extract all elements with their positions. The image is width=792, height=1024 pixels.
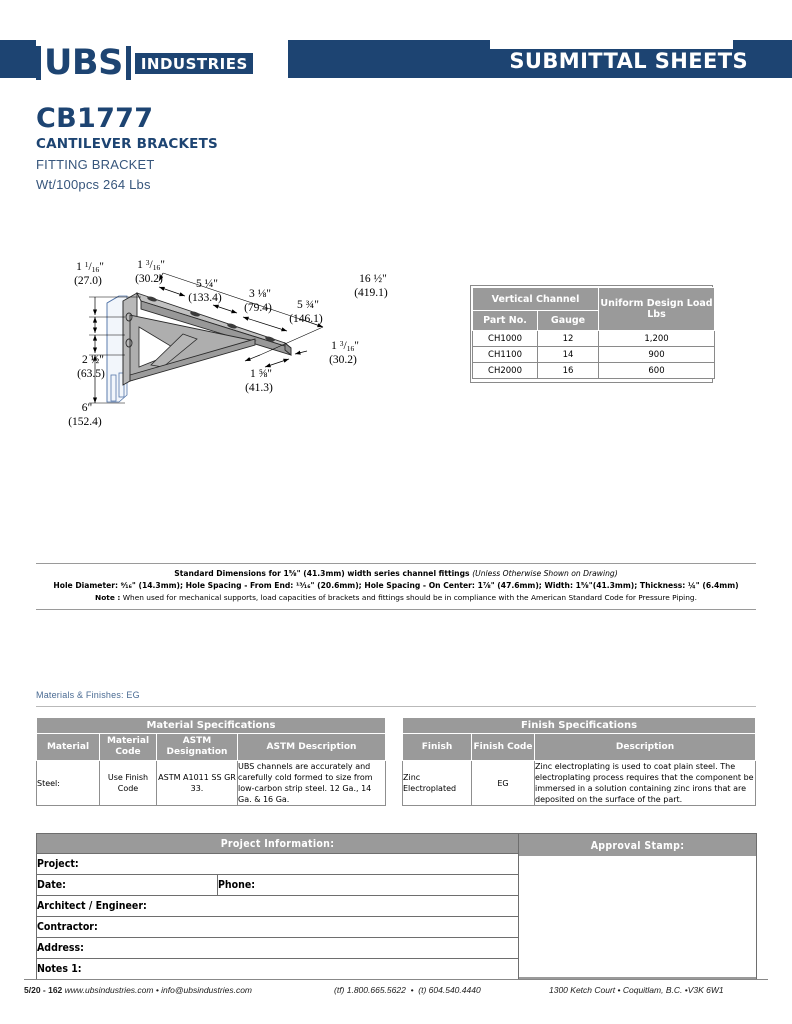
dim-2-1-2-mm: (63.5) — [77, 368, 105, 380]
dim-1-3-16-top-mm: (30.2) — [135, 273, 163, 285]
part-number: CB1777 — [36, 103, 154, 134]
dim-5-3-4-inch: 5 ¾" — [297, 299, 319, 311]
part-weight: Wt/100pcs 264 Lbs — [36, 177, 151, 192]
finish-spec-col-finish: Finish — [403, 734, 472, 761]
approval-stamp-header — [519, 834, 757, 980]
finish-specifications-table — [402, 717, 756, 806]
dim-1-1-16-mm: (27.0) — [74, 275, 102, 287]
table-row — [473, 331, 715, 347]
project-information-section — [36, 833, 757, 980]
material-spec-col-astm-designation: ASTM Designation — [157, 734, 238, 761]
dim-16-1-2-mm: (419.1) — [354, 287, 388, 299]
material-row-0-material: Steel: — [37, 761, 100, 806]
field-notes-label[interactable]: Notes 1: — [37, 959, 519, 980]
dim-1-3-16-right-inch: 1 $^3$/16" — [331, 339, 359, 353]
material-spec-title: Material Specifications — [37, 718, 386, 734]
dim-6-mm: (152.4) — [68, 416, 102, 428]
field-date-label[interactable]: Date: — [37, 875, 218, 896]
logo-industries-label: INDUSTRIES — [135, 53, 253, 74]
table-row — [403, 761, 756, 806]
finish-spec-col-description: Description — [535, 734, 756, 761]
finish-row-0-description: Zinc electroplating is used to coat plain steel. The electroplating process requires that the component be immersed in a solution containing zinc irons that are deposited on the surface of the part. — [535, 762, 754, 804]
footer-divider — [24, 979, 768, 980]
note-line-1 — [40, 568, 752, 580]
footer-phone-tollfree: (tf) 1.800.665.5622 — [334, 985, 406, 995]
field-phone-label[interactable]: Phone: — [218, 875, 519, 896]
load-row-2-part-no: CH2000 — [473, 363, 538, 379]
note-line-3-label: Note : — [95, 593, 121, 602]
load-table-col-gauge: Gauge — [538, 311, 599, 331]
uniform-design-load-table — [472, 287, 715, 379]
note-line-3 — [40, 592, 752, 604]
logo-text: UBS — [44, 43, 123, 83]
load-row-0-load: 1,200 — [599, 331, 715, 347]
materials-finishes-divider — [36, 706, 756, 707]
load-table-group-vertical-channel: Vertical Channel — [473, 288, 599, 311]
standard-dimensions-note-block — [36, 563, 756, 610]
load-row-0-gauge: 12 — [538, 331, 599, 347]
footer-left: 5/20 - 162 www.ubsindustries.com • info@ubsindustries.com — [24, 985, 253, 995]
table-row — [473, 363, 715, 379]
page-title: SUBMITTAL SHEETS — [509, 49, 748, 73]
material-spec-col-material-code: Material Code — [100, 734, 157, 761]
field-project-label[interactable]: Project: — [37, 854, 519, 875]
materials-finishes-label: Materials & Finishes: EG — [36, 690, 140, 700]
finish-row-0-finish: Zinc Electroplated — [403, 761, 472, 806]
table-row — [473, 347, 715, 363]
field-architect-engineer-label[interactable]: Architect / Engineer: — [37, 896, 519, 917]
material-specifications-table — [36, 717, 386, 806]
approval-stamp-header-text: Approval Stamp: — [590, 839, 685, 852]
dim-1-3-16-right-mm: (30.2) — [329, 354, 357, 366]
field-address-label[interactable]: Address: — [37, 938, 519, 959]
dim-3-1-8-inch: 3 ⅛" — [249, 288, 271, 300]
load-table-col-part-no: Part No. — [473, 311, 538, 331]
field-contractor-label[interactable]: Contractor: — [37, 917, 519, 938]
banner-notch-right — [490, 40, 733, 49]
dim-5-1-4-inch: 5 ¼" — [196, 278, 218, 290]
load-row-2-load: 600 — [599, 363, 715, 379]
dim-1-5-8-inch: 1 ⅝" — [250, 368, 272, 380]
load-row-1-gauge: 14 — [538, 347, 599, 363]
finish-row-0-code: EG — [472, 761, 535, 806]
footer-address: 1300 Ketch Court • Coquitlam, B.C. •V3K 6W1 — [549, 985, 724, 995]
material-row-0-designation: ASTM A1011 SS GR 33. — [157, 761, 238, 806]
dim-1-5-8-mm: (41.3) — [245, 382, 273, 394]
part-family: CANTILEVER BRACKETS — [36, 136, 218, 152]
load-row-0-part-no: CH1000 — [473, 331, 538, 347]
dim-1-1-16-inch: 1 $^1$/16" — [76, 260, 104, 274]
dim-2-1-2-inch: 2 ½" — [82, 354, 104, 366]
dim-5-3-4-mm: (146.1) — [289, 313, 323, 325]
footer-website[interactable]: www.ubsindustries.com — [64, 985, 154, 995]
material-spec-col-astm-description: ASTM Description — [238, 734, 386, 761]
bracket-technical-drawing — [55, 255, 455, 440]
project-information-table — [36, 833, 757, 980]
table-row — [37, 761, 386, 806]
load-row-1-part-no: CH1100 — [473, 347, 538, 363]
note-line-1-italic: (Unless Otherwise Shown on Drawing) — [472, 569, 618, 578]
title-block — [36, 104, 218, 192]
dim-5-1-4-mm: (133.4) — [188, 292, 222, 304]
footer-email[interactable]: info@ubsindustries.com — [161, 985, 253, 995]
footer-phone-local: (t) 604.540.4440 — [418, 985, 481, 995]
finish-spec-title: Finish Specifications — [403, 718, 756, 734]
project-information-header: Project Information: — [37, 834, 519, 854]
load-table-group-uniform-load: Uniform Design Load Lbs — [599, 288, 715, 331]
footer-doc-code: 5/20 - 162 — [24, 985, 63, 995]
material-spec-col-material: Material — [37, 734, 100, 761]
note-line-1-bold: Standard Dimensions for 1⅝" (41.3mm) width series channel fittings — [174, 569, 470, 578]
dim-6-inch: 6" — [81, 402, 93, 414]
load-row-1-load: 900 — [599, 347, 715, 363]
note-line-3-text: When used for mechanical supports, load capacities of brackets and fittings should be in compliance with the American Standard Code for Pressure Piping. — [122, 593, 697, 602]
footer-phones: (tf) 1.800.665.5622 • (t) 604.540.4440 — [334, 985, 481, 995]
dim-3-1-8-mm: (79.4) — [244, 302, 272, 314]
dim-16-1-2-inch: 16 ½" — [359, 273, 387, 285]
finish-spec-col-finish-code: Finish Code — [472, 734, 535, 761]
load-row-2-gauge: 16 — [538, 363, 599, 379]
note-line-2: Hole Diameter: ⁹⁄₁₆" (14.3mm); Hole Spacing - From End: ¹³⁄₁₆" (20.6mm); Hole Spacing - On Center: 1⅞" (47.6mm); Width: 1⅝"(41.3mm); Thickness: ¼" (6.4mm) — [53, 581, 739, 590]
approval-stamp-area[interactable] — [519, 856, 756, 977]
material-row-0-description: UBS channels are accurately and carefully cold formed to size from low-carbon strip steel. 12 Ga., 14 Ga. & 16 Ga. — [238, 761, 386, 806]
part-type: FITTING BRACKET — [36, 157, 155, 172]
material-row-0-code: Use Finish Code — [100, 761, 157, 806]
dim-1-3-16-top-inch: 1 $^3$/16" — [137, 258, 165, 272]
